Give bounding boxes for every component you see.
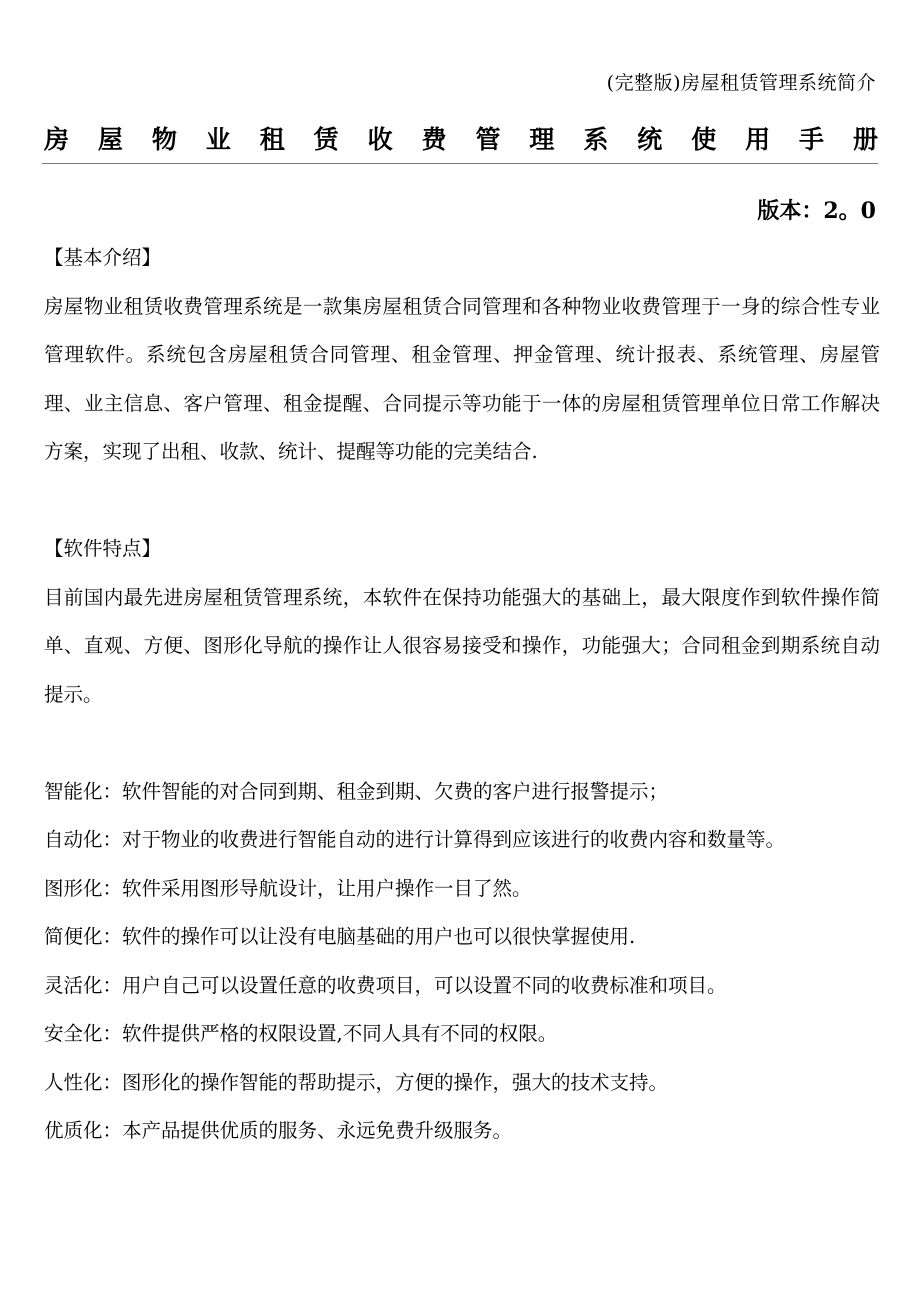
title-divider [42,163,878,164]
features-paragraph: 目前国内最先进房屋租赁管理系统，本软件在保持功能强大的基础上，最大限度作到软件操作简单、直观、方便、图形化导航的操作让人很容易接受和操作，功能强大；合同租金到期系统自动提示。 [44,585,880,706]
blank-line [44,719,880,768]
blank-line [44,477,880,526]
version-label: 版本：2。0 [757,198,876,224]
document-title: 房屋物业租赁收费管理系统使用手册 [44,125,878,154]
feature-item-simple: 简便化：软件的操作可以让没有电脑基础的用户也可以很快掌握使用. [44,925,636,948]
document-body [44,234,880,1156]
section-heading-features: 【软件特点】 [44,537,162,560]
section-heading-intro: 【基本介绍】 [44,246,162,269]
feature-item-humanized: 人性化：图形化的操作智能的帮助提示，方便的操作，强大的技术支持。 [44,1070,669,1094]
feature-item-intelligent: 智能化：软件智能的对合同到期、租金到期、欠费的客户进行报警提示； [44,779,669,803]
feature-item-automatic: 自动化：对于物业的收费进行智能自动的进行计算得到应该进行的收费内容和数量等。 [44,828,786,851]
feature-item-graphical: 图形化：软件采用图形导航设计，让用户操作一目了然。 [44,876,532,900]
intro-paragraph: 房屋物业租赁收费管理系统是一款集房屋租赁合同管理和各种物业收费管理于一身的综合性专业管理软件。系统包含房屋租赁合同管理、租金管理、押金管理、统计报表、系统管理、房屋管理、业主信息、客户管理、租金提醒、合同提示等功能于一体的房屋租赁管理单位日常工作解决方案，实现了出租、收款、统计、提醒等功能的完美结合. [44,294,880,463]
running-header: (完整版)房屋租赁管理系统简介 [606,72,876,94]
feature-item-secure: 安全化：软件提供严格的权限设置,不同人具有不同的权限。 [44,1022,558,1045]
feature-item-quality: 优质化：本产品提供优质的服务、永远免费升级服务。 [44,1119,513,1142]
feature-item-flexible: 灵活化：用户自己可以设置任意的收费项目，可以设置不同的收费标准和项目。 [44,973,727,997]
